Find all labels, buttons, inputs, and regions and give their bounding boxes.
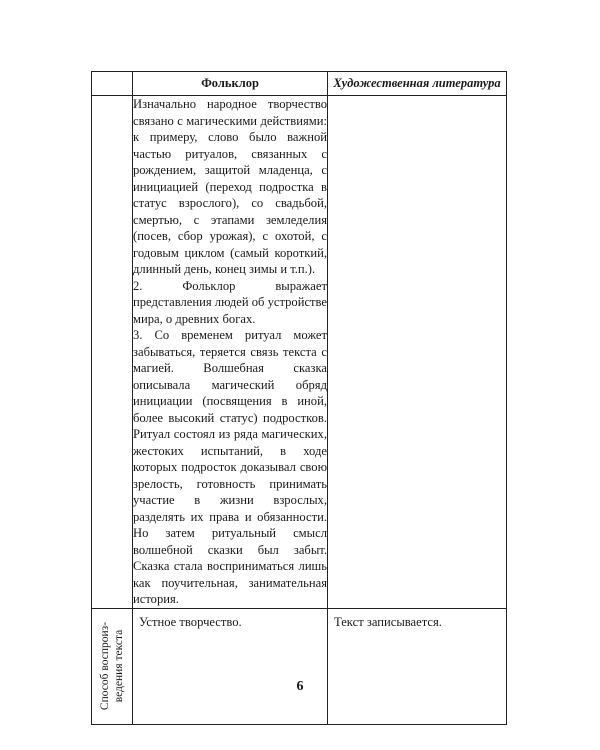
row-label-cell [92,608,133,724]
folklore-description-cell [133,96,328,609]
literature-reproduction-text: Текст записывается. [334,614,442,629]
folklore-reproduction-text: Устное творчество. [139,614,242,629]
folklore-paragraph-3: 3. Со временем ритуал может забываться, теряется связь текста с магией. Волшебная сказка описывала магический обряд инициации (посвящения в иной, более высокий статус) подростков. Ритуал состоял из ряда магических, жестоких испытаний, в ходе которых подросток доказывал свою зрелость, готовность принимать участие в жизни взрослых, разделять их права и обязанности. Но затем ритуальный смысл волшебной сказки был забыт. Сказка стала восприниматься лишь как поучительная, занимательная история. [133,328,327,606]
folklore-paragraph-2: 2. Фольклор выражает представления людей об устройстве мира, о древних богах. [133,278,328,326]
folklore-paragraph-1: Изначально народное творчество связано с магическими действиями: к примеру, слово было важной частью ритуалов, связанных с рождением, защитой младенца, с инициацией (переход подростка в статус взрослого), со свадьбой, смертью, с этапами земледелия (посев, сбор урожая), с охотой, с годовым циклом (самый короткий, длинный день, конец зимы и т.п.). [133,97,327,276]
label-line: ведения текста [113,629,125,703]
header-folklore: Фольклор [133,72,328,96]
table-row [92,96,507,609]
label-line: Способ воспроиз- [99,621,111,711]
row-label-cell [92,96,133,609]
reproduction-method-label [98,622,126,710]
folklore-reproduction-cell [133,608,328,724]
comparison-table [91,71,507,725]
literature-reproduction-cell [328,608,507,724]
header-literature: Художественная литература [328,72,507,96]
table-header-row [92,72,507,96]
page-number: 6 [296,679,304,694]
header-empty-cell [92,72,133,96]
table-row [92,608,507,724]
literature-description-cell [328,96,507,609]
